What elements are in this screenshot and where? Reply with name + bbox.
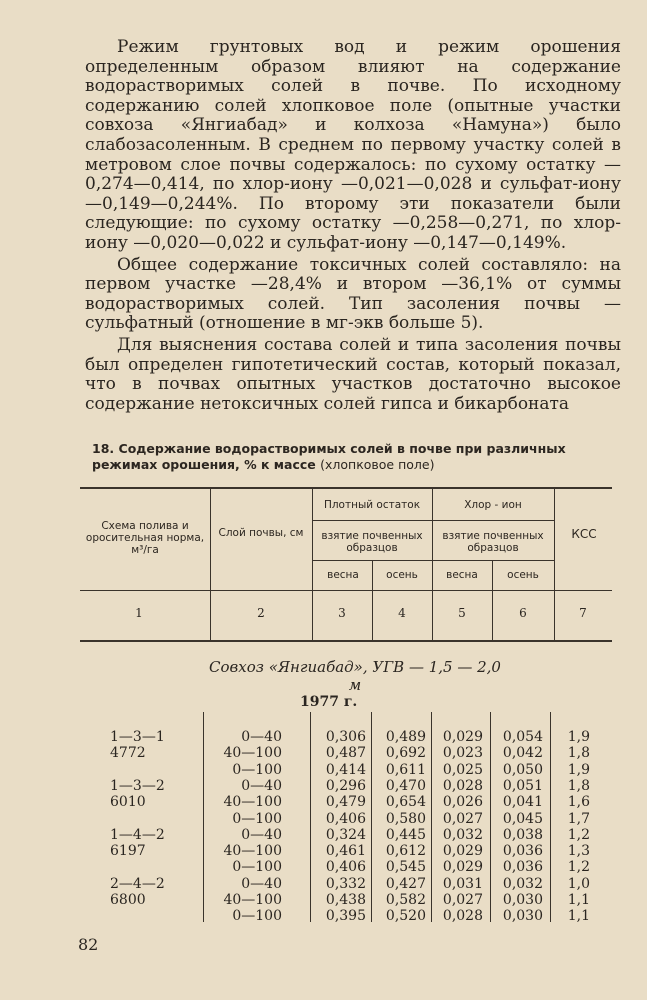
table-row [0, 876, 647, 892]
cell-value: 1,9 [567, 761, 590, 778]
cell-layer: 0—100 [232, 810, 282, 827]
cell-value: 0,045 [502, 810, 543, 827]
header-chlorine-ion: Хлор - ион [464, 499, 522, 511]
colnum-1: 1 [135, 606, 143, 620]
cell-value: 0,050 [502, 761, 543, 778]
cell-scheme: 6800 [110, 892, 146, 908]
cell-value: 1,8 [567, 777, 590, 794]
cell-layer: 0—40 [241, 826, 282, 843]
cell-value: 0,692 [385, 745, 426, 762]
cell-value: 0,023 [442, 745, 483, 762]
cell-value: 0,427 [385, 875, 426, 892]
header-vline-6 [554, 489, 555, 642]
header-sampling-chlor: взятие почвенных образцов [442, 530, 544, 554]
cell-layer: 40—100 [223, 794, 282, 811]
paragraph-1: Режим грунтовых вод и режим орошения определенным образом влияют на содержание водорастворимых солей в почве. По исходному содержанию солей хлопковое поле (опытные участки совхоза «Янгиабад» и колхоза «Намуна») было слабозасоленным. В среднем по первому участку солей в метровом слое почвы содержалось: по сухому остатку —0,274—0,414, по хлор-иону —0,021—0,028 и сульфат-иону —0,149—0,244%. По второму эти показатели были следующие: по сухому остатку —0,258—0,271, по хлор-иону —0,020—0,022 и сульфат-иону —0,147—0,149%. [85, 37, 621, 253]
table-title-note: (хлопковое поле) [320, 457, 435, 472]
paragraph-2: Общее содержание токсичных солей составляло: на первом участке —28,4% и втором —36,1% от суммы водорастворимых солей. Тип засоления почвы — сульфатный (отношение в мг-экв больше 5). [85, 254, 621, 334]
cell-value: 0,324 [325, 826, 366, 843]
section-subtitle: Совхоз «Янгиабад», УГВ — 1,5 — 2,0 м [209, 658, 501, 694]
cell-value: 0,028 [442, 908, 483, 925]
cell-value: 0,026 [442, 794, 483, 811]
cell-value: 0,414 [325, 761, 366, 778]
cell-value: 1,8 [567, 745, 590, 762]
cell-value: 0,461 [325, 843, 366, 860]
cell-scheme: 2—4—2 [110, 875, 165, 892]
header-top-rule [80, 487, 612, 489]
cell-value: 0,520 [385, 908, 426, 925]
cell-value: 0,031 [442, 875, 483, 892]
cell-value: 0,332 [325, 875, 366, 892]
cell-layer: 0—100 [232, 761, 282, 778]
cell-value: 0,545 [385, 859, 426, 876]
header-vline-2 [312, 489, 313, 642]
cell-value: 1,2 [567, 826, 590, 843]
table-row [0, 762, 647, 778]
cell-value: 1,7 [567, 810, 590, 827]
cell-value: 1,2 [567, 859, 590, 876]
cell-layer: 40—100 [223, 745, 282, 762]
cell-scheme: 4772 [110, 745, 146, 762]
table-row [0, 827, 647, 843]
paragraph-3: Для выяснения состава солей и типа засоления почвы был определен гипотетический состав, который показал, что в почвах опытных участков достаточно высокое содержание нетоксичных солей гипса и бикарбоната [85, 334, 621, 414]
cell-value: 0,582 [385, 892, 426, 908]
cell-scheme: 1—3—2 [110, 777, 165, 794]
cell-value: 0,030 [502, 892, 543, 908]
colnum-3: 3 [338, 606, 346, 620]
header-vline-1 [210, 489, 211, 642]
cell-value: 1,1 [567, 892, 590, 908]
table-row [0, 778, 647, 794]
page-number: 82 [78, 935, 99, 954]
table-row [0, 908, 647, 924]
cell-value: 1,1 [567, 908, 590, 925]
cell-layer: 40—100 [223, 843, 282, 860]
cell-value: 0,406 [325, 859, 366, 876]
header-kss: КСС [571, 527, 597, 541]
cell-value: 0,580 [385, 810, 426, 827]
cell-value: 0,654 [385, 794, 426, 811]
cell-value: 0,029 [442, 843, 483, 860]
table-row [0, 859, 647, 875]
cell-value: 0,028 [442, 777, 483, 794]
cell-value: 0,036 [502, 859, 543, 876]
cell-value: 0,406 [325, 810, 366, 827]
cell-value: 1,0 [567, 875, 590, 892]
cell-value: 0,470 [385, 777, 426, 794]
cell-value: 0,042 [502, 745, 543, 762]
cell-value: 0,030 [502, 908, 543, 925]
cell-value: 0,041 [502, 794, 543, 811]
body-text [85, 38, 621, 414]
cell-value: 0,032 [442, 826, 483, 843]
table-row [0, 843, 647, 859]
cell-scheme: 1—4—2 [110, 826, 165, 843]
cell-value: 0,054 [502, 729, 543, 745]
cell-value: 0,395 [325, 908, 366, 925]
cell-value: 1,6 [567, 794, 590, 811]
table-row [0, 811, 647, 827]
header-vline-4 [432, 489, 433, 642]
colnum-5: 5 [458, 606, 466, 620]
table-title: Содержание водорастворимых солей в почве при различных режимах орошения, % к массе [92, 441, 566, 472]
header-dry-residue: Плотный остаток [323, 499, 421, 511]
header-season-rule [312, 560, 554, 561]
header-mid-rule [312, 520, 554, 521]
cell-value: 0,036 [502, 843, 543, 860]
cell-value: 1,9 [567, 729, 590, 745]
header-autumn-chlor: осень [507, 569, 539, 581]
cell-value: 0,612 [385, 843, 426, 860]
cell-value: 0,438 [325, 892, 366, 908]
cell-value: 0,479 [325, 794, 366, 811]
cell-value: 1,3 [567, 843, 590, 860]
cell-value: 0,611 [385, 761, 426, 778]
table-caption [92, 441, 632, 473]
cell-layer: 0—40 [241, 875, 282, 892]
cell-value: 0,296 [325, 777, 366, 794]
cell-value: 0,027 [442, 892, 483, 908]
cell-value: 0,025 [442, 761, 483, 778]
cell-layer: 40—100 [223, 892, 282, 908]
header-bottom-rule [80, 590, 612, 591]
cell-layer: 0—40 [241, 729, 282, 745]
table-row [0, 745, 647, 761]
cell-scheme: 6197 [110, 843, 146, 860]
colnum-2: 2 [257, 606, 265, 620]
cell-value: 0,489 [385, 729, 426, 745]
cell-scheme: 1—3—1 [110, 729, 165, 745]
header-scheme: Схема полива и оросительная норма, м³/га [85, 520, 205, 556]
table-row [0, 794, 647, 810]
table-row [0, 892, 647, 908]
header-spring-dry: весна [327, 569, 359, 581]
cell-value: 0,027 [442, 810, 483, 827]
cell-scheme: 6010 [110, 794, 146, 811]
colnum-7: 7 [579, 606, 587, 620]
cell-value: 0,038 [502, 826, 543, 843]
cell-value: 0,051 [502, 777, 543, 794]
table-row [0, 729, 647, 745]
header-layer: Слой почвы, см [218, 527, 304, 539]
cell-layer: 0—40 [241, 777, 282, 794]
cell-layer: 0—100 [232, 908, 282, 925]
cell-value: 0,029 [442, 859, 483, 876]
header-sampling-dry: взятие почвенных образцов [321, 530, 423, 554]
header-spring-chlor: весна [446, 569, 478, 581]
cell-value: 0,487 [325, 745, 366, 762]
cell-value: 0,029 [442, 729, 483, 745]
year-label: 1977 г. [300, 694, 358, 710]
table-number: 18. [92, 441, 115, 456]
cell-layer: 0—100 [232, 859, 282, 876]
colnum-bottom-rule [80, 640, 612, 642]
header-autumn-dry: осень [386, 569, 418, 581]
colnum-6: 6 [519, 606, 527, 620]
cell-value: 0,306 [325, 729, 366, 745]
colnum-4: 4 [398, 606, 406, 620]
cell-value: 0,445 [385, 826, 426, 843]
cell-value: 0,032 [502, 875, 543, 892]
